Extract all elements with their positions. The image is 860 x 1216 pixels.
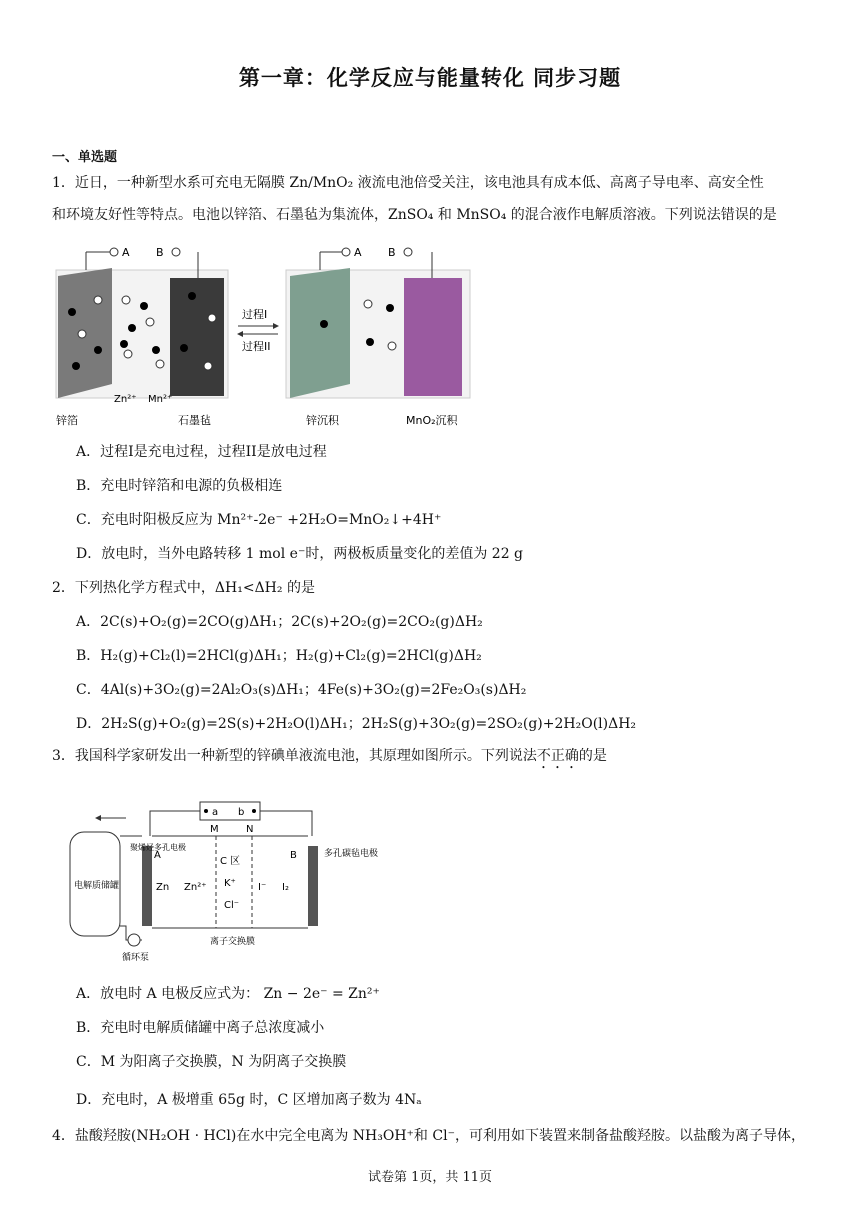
q4-stem: 4．盐酸羟胺(NH₂OH · HCl)在水中完全电离为 NH₃OH⁺和 Cl⁻，可利用如下装置来制备盐酸羟胺。以盐酸为离子导体， [52, 1128, 805, 1144]
q3-option-b: B．充电时电解质储罐中离子总浓度减小 [76, 1020, 325, 1036]
zinc-foil-label: 锌箔 [56, 414, 78, 427]
zn-ion-label: Zn²⁺ [114, 394, 137, 405]
zn-deposit-label: 锌沉积 [306, 414, 339, 427]
label-a-right: A [354, 246, 362, 259]
label-A: A [154, 850, 161, 861]
terminal-a-label: a [212, 807, 219, 818]
electrode-b [308, 846, 318, 926]
q3-stem-pre: 3．我国科学家研发出一种新型的锌碘单液流电池，其原理如图所示。下列说法 [52, 748, 537, 764]
cl-ion-label: Cl⁻ [224, 900, 240, 911]
zn-label: Zn [156, 882, 170, 893]
page-title: 第一章：化学反应与能量转化 同步习题 [238, 66, 622, 90]
c-zone-label: C 区 [220, 856, 241, 867]
mno2-deposit-plate [404, 278, 462, 396]
q1-figure [52, 238, 482, 430]
label-b: B [156, 246, 164, 259]
tank-label: 电解质储罐 [74, 881, 120, 891]
q2-option-c: C．4Al(s)+3O₂(g)=2Al₂O₃(s)ΔH₁；4Fe(s)+3O₂(g)=2Fe₂O₃(s)ΔH₂ [76, 682, 527, 698]
q3-stem-emphasis: 不正确 [536, 748, 579, 764]
q3-option-d: D．充电时，A 极增重 65g 时，C 区增加离子数为 4Nₐ [76, 1092, 422, 1108]
q2-stem: 2．下列热化学方程式中，ΔH₁<ΔH₂ 的是 [52, 580, 315, 596]
pump-label: 循环泵 [122, 953, 150, 963]
q2-option-d: D．2H₂S(g)+O₂(g)=2S(s)+2H₂O(l)ΔH₁；2H₂S(g)+3O₂(g)=2SO₂(g)+2H₂O(l)ΔH₂ [76, 716, 637, 732]
label-M: M [210, 824, 219, 835]
pump-icon [128, 934, 140, 946]
right-electrode-label: 多孔碳毡电极 [324, 849, 379, 859]
k-ion-label: K⁺ [224, 878, 236, 889]
q1-stem-line1: 1．近日，一种新型水系可充电无隔膜 Zn/MnO₂ 液流电池倍受关注，该电池具有成本低、高离子导电率、高安全性 [52, 175, 764, 191]
q3-option-a: A．放电时 A 电极反应式为： Zn − 2e⁻ = Zn²⁺ [76, 986, 380, 1002]
i2-label: I₂ [282, 882, 289, 893]
process-2-label: 过程II [242, 340, 271, 353]
graphite-felt-plate [170, 278, 224, 396]
q3-stem [52, 746, 607, 772]
q1-option-a: A．过程I是充电过程，过程II是放电过程 [76, 444, 327, 460]
electrode-a [142, 846, 152, 926]
i-ion-label: I⁻ [258, 882, 267, 893]
label-b-right: B [388, 246, 396, 259]
zinc-deposit-plate [290, 268, 350, 398]
page-footer: 试卷第 1页，共 11页 [367, 1170, 493, 1185]
q2-option-a: A．2C(s)+O₂(g)=2CO(g)ΔH₁；2C(s)+2O₂(g)=2CO₂(g)ΔH₂ [76, 614, 483, 630]
q2-option-b: B．H₂(g)+Cl₂(l)=2HCl(g)ΔH₁；H₂(g)+Cl₂(g)=2HCl(g)ΔH₂ [76, 648, 482, 664]
zn-ion-label-q3: Zn²⁺ [184, 882, 207, 893]
q3-figure [66, 796, 379, 966]
q1-option-d: D．放电时，当外电路转移 1 mol e⁻时，两极板质量变化的差值为 22 g [76, 546, 524, 562]
label-N: N [246, 824, 254, 835]
mno2-deposit-label: MnO₂沉积 [406, 414, 458, 427]
section-heading: 一、单选题 [52, 150, 118, 165]
process-1-label: 过程I [242, 308, 268, 321]
q3-stem-post: 的是 [578, 748, 607, 764]
label-B: B [290, 850, 297, 861]
membrane-label: 离子交换膜 [210, 937, 256, 947]
q3-option-c: C．M 为阳离子交换膜，N 为阴离子交换膜 [76, 1054, 347, 1070]
mn-ion-label: Mn²⁺ [148, 394, 173, 405]
graphite-felt-label: 石墨毡 [178, 414, 211, 427]
q1-option-b: B．充电时锌箔和电源的负极相连 [76, 478, 283, 494]
terminal-b-label: b [238, 807, 245, 818]
left-electrode-label: 聚烯烃多孔电极 [130, 843, 186, 852]
q1-stem-line2: 和环境友好性等特点。电池以锌箔、石墨毡为集流体，ZnSO₄ 和 MnSO₄ 的混合液作电解质溶液。下列说法错误的是 [52, 207, 777, 223]
q1-option-c: C．充电时阳极反应为 Mn²⁺-2e⁻ +2H₂O=MnO₂↓+4H⁺ [76, 512, 442, 528]
label-a: A [122, 246, 130, 259]
